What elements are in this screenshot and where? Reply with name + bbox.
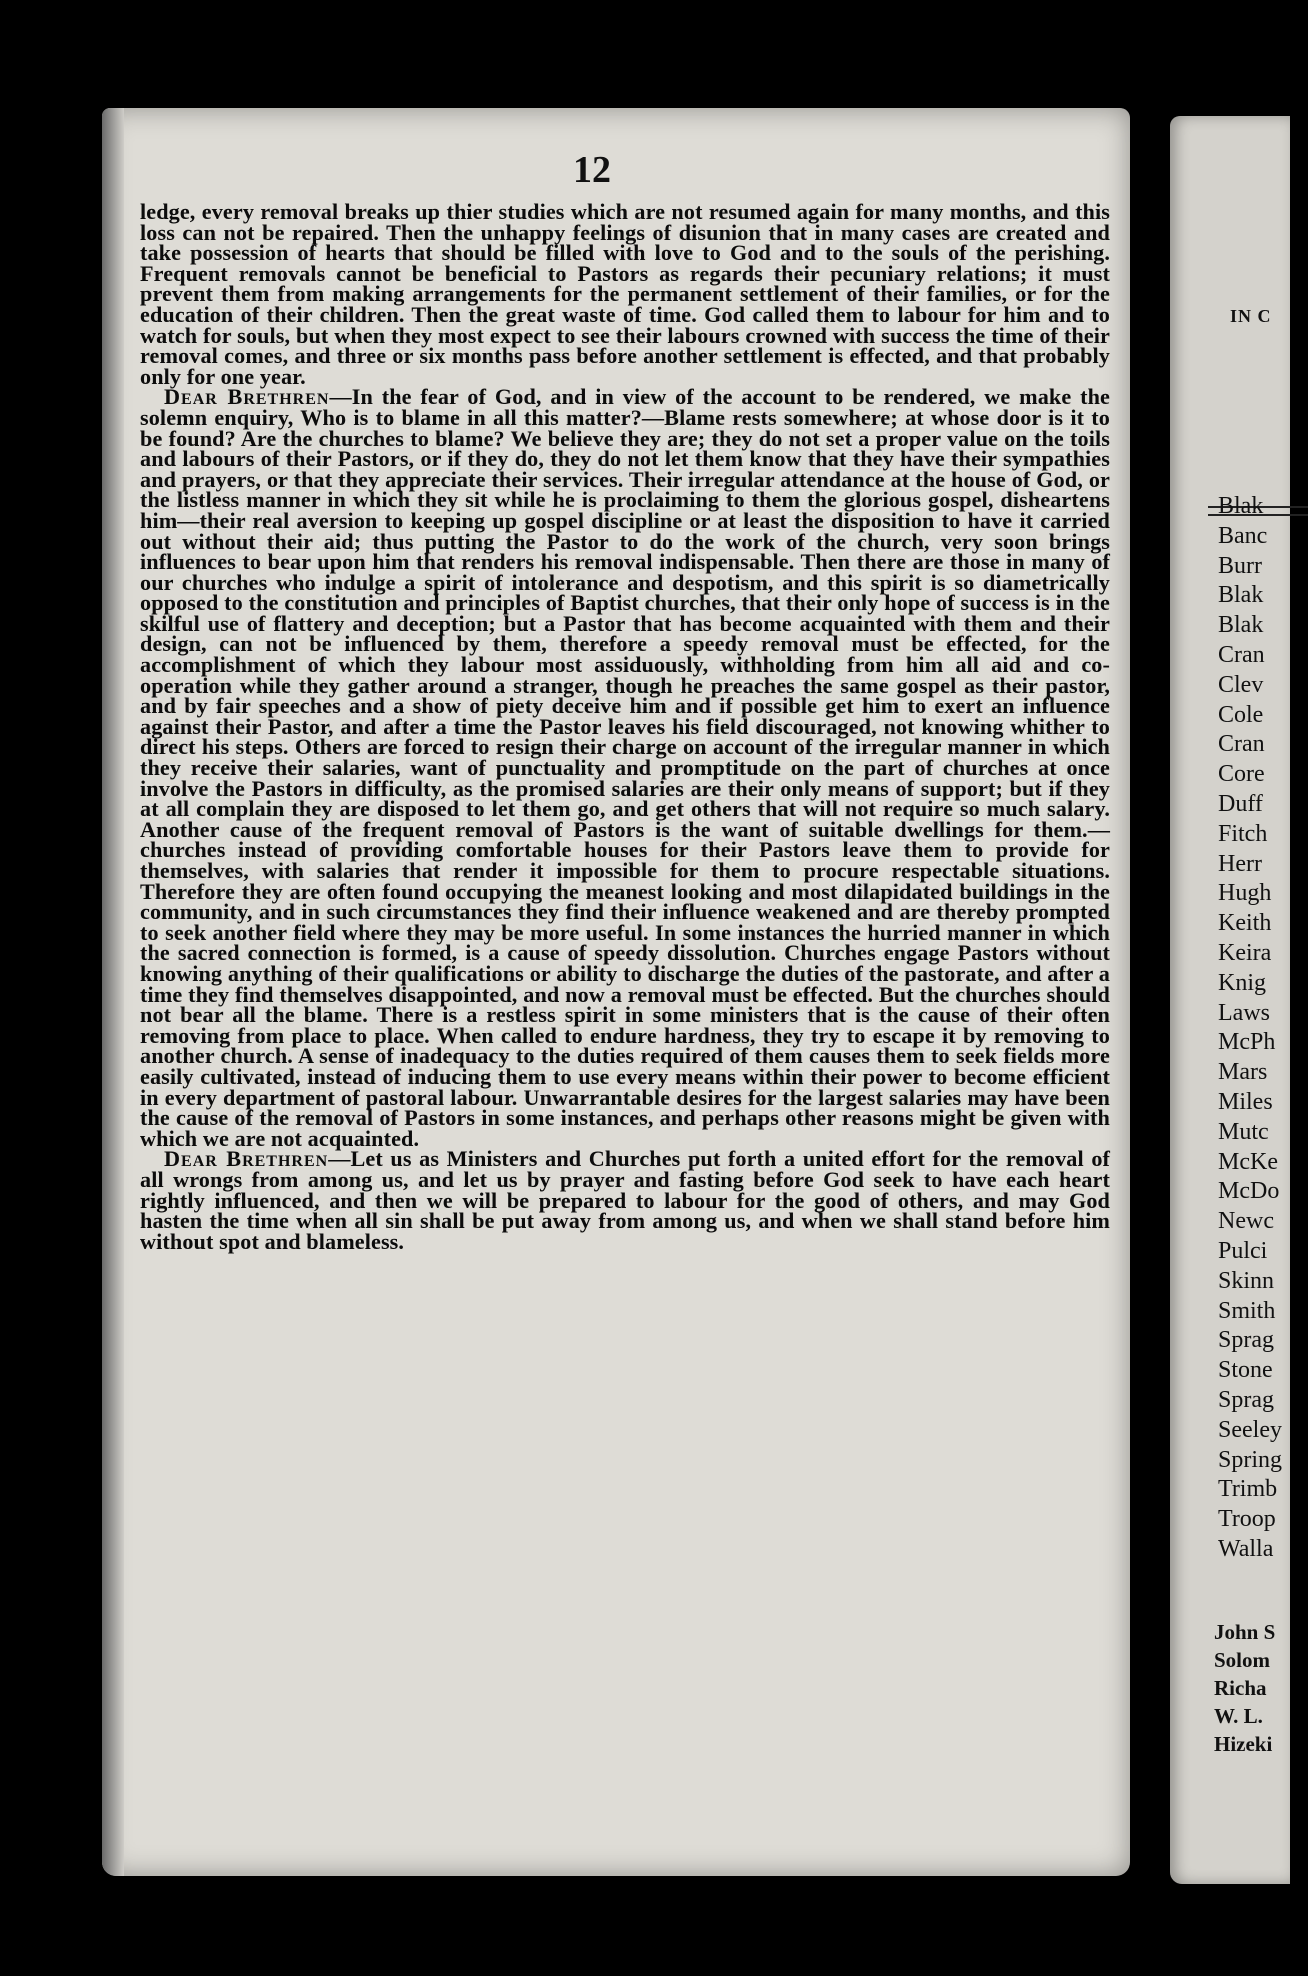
name-list-item: Fitch — [1218, 820, 1268, 847]
paragraph-3 — [140, 1146, 1110, 1254]
name-list-bottom-item: Hizeki — [1214, 1732, 1273, 1756]
name-list-bottom-item: Richa — [1214, 1676, 1267, 1700]
right-page — [1170, 116, 1290, 1884]
name-list-item: Keith — [1218, 910, 1272, 937]
paragraph-2-text: —In the fear of God, and in view of the account to be rendered, we make the solemn enquiry, Who is to blame in all this matter?—Blame rests somewhere; at whose door is it to be found? Are the churches to blame? We believe they are; they do not set a proper value on the toils and labours of their Pastors, or if they do, they do not let them know that they have their sympathies and prayers, or that they appreciate their services. Their irregular attendance at the house of God, or the listless manner in which they sit while he is proclaiming to them the glorious gospel, disheartens him—their real aversion to keeping up gospel discipline or at least the disposition to have it carried out without their aid; thus putting the Pastor to do the work of the church, very soon brings influences to bear upon him that renders his removal indispensable. Then there are those in many of our churches who indulge a spirit of intolerance and despotism, and this spirit is so diametrically opposed to the constitution and principles of Baptist churches, that their only hope of success is in the skilful use of flattery and deception; but a Pastor that has become acquainted with them and their design, can not be influenced by them, therefore a speedy removal must be effected, for the accomplishment of which they labour most assiduously, withholding from him all aid and co-operation while they gather around a stranger, though he preaches the same gospel as their pastor, and by fair speeches and a show of piety deceive him and if possible get him to exert an influence against their Pastor, and after a time the Pastor leaves his field discouraged, not knowing whither to direct his steps. Others are forced to resign their charge on account of the irregular manner in which they receive their salaries, want of punctuality and promptitude on the part of churches at once involve the Pastors in difficulty, as the promised salaries are their only means of support; but if they at all complain they are disposed to let them go, and get others that will not require so much salary. Another cause of the frequent removal of Pastors is the want of suitable dwellings for them.—churches instead of providing comfortable houses for their Pastors leave them to provide for themselves, with salaries that render it impossible for them to procure respectable situations. Therefore they are often found occupying the meanest looking and most dilapidated buildings in the community, and in such circumstances they find their influence weakened and are thereby prompted to seek another field where they may be more useful. In some instances the hurried manner in which the sacred connection is formed, is a cause of speedy dissolution. Churches engage Pastors without knowing anything of their qualifications or ability to discharge the duties of the pastorate, and after a time they find themselves disappointed, and now a removal must be effected. But the churches should not bear all the blame. There is a restless spirit in some ministers that is the cause of their often removing from place to place. When called to endure hardness, they try to escape it by removing to another church. A sense of inadequacy to the duties required of them causes them to seek fields more easily cultivated, instead of inducing them to use every means within their power to become efficient in every department of pastoral labour. Unwarrantable desires for the largest salaries may have been the cause of the removal of Pastors in some instances, and perhaps other reasons might be given with which we are not acquainted. — [140, 384, 1110, 1151]
name-list-item: Blak — [1218, 493, 1264, 519]
paragraph-1-text: ledge, every removal breaks up thier studies which are not resumed again for many months, and this loss can not be repaired. Then the unhappy feelings of disunion that in many cases are created and take possession of hearts that should be filled with love to God and to the souls of the perishing. Frequent removals cannot be beneficial to Pastors as regards their pecuniary relations; it must prevent them from making arrangements for the permanent settlement of their families, or for the education of their children. Then the great waste of time. God called them to labour for him and to watch for souls, but when they most expect to see their labours crowned with success the time of their removal comes, and three or six months pass before another settlement is effected, and that probably only for one year. — [140, 199, 1110, 389]
name-list-item: Smith — [1218, 1297, 1276, 1324]
name-list-bottom-item: Solom — [1214, 1648, 1271, 1672]
name-list-item: Cole — [1218, 701, 1264, 728]
name-list-item: Troop — [1218, 1506, 1276, 1533]
name-list-item: McKe — [1218, 1148, 1278, 1175]
name-list-item: Sprag — [1218, 1327, 1274, 1354]
name-list-item: Hugh — [1218, 880, 1272, 907]
name-list-bottom — [1214, 1618, 1275, 1758]
name-list-item: Cran — [1218, 641, 1265, 668]
book-spine — [102, 108, 124, 1876]
name-list-item: Core — [1218, 761, 1265, 788]
name-list-item: McPh — [1218, 1029, 1276, 1056]
paragraph-3-text: —Let us as Ministers and Churches put forth a united effort for the removal of all wrongs from among us, and let us by prayer and fasting before God seek to have each heart rightly influenced, and then we will be prepared to labour for the good of others, and may God hasten the time when all sin shall be put away from among us, and when we shall stand before him without spot and blameless. — [140, 1146, 1110, 1254]
name-list-item: Blak — [1218, 582, 1264, 609]
name-list-item: Pulci — [1218, 1237, 1268, 1264]
name-list-item: Sprag — [1218, 1386, 1274, 1413]
page-number: 12 — [573, 149, 611, 191]
name-list-item: Spring — [1218, 1446, 1283, 1473]
name-list-item: Walla — [1218, 1535, 1274, 1562]
name-list-item: Trimb — [1218, 1476, 1278, 1503]
name-list-item: Laws — [1218, 999, 1270, 1026]
name-list-item: Clev — [1218, 671, 1264, 698]
name-list-item: Miles — [1218, 1088, 1273, 1115]
name-list-item: Stone — [1218, 1357, 1273, 1384]
left-page — [102, 108, 1130, 1876]
name-list-bottom-item: W. L. — [1214, 1704, 1263, 1728]
paragraph-1 — [140, 199, 1110, 389]
paragraph-2 — [140, 384, 1110, 1151]
name-list-item: Skinn — [1218, 1267, 1275, 1294]
name-list-item: Burr — [1218, 552, 1262, 579]
paragraph-2-lead: Dear Brethren — [164, 384, 330, 410]
name-list — [1218, 492, 1282, 1565]
name-list-item: Seeley — [1218, 1416, 1282, 1443]
name-list-item: Herr — [1218, 850, 1262, 877]
name-list-item: Keira — [1218, 939, 1272, 966]
name-list-item: Mars — [1218, 1059, 1268, 1086]
name-list-item: Newc — [1218, 1208, 1274, 1235]
name-list-item: Blak — [1218, 612, 1264, 639]
body-text — [140, 199, 1110, 1254]
right-page-header: IN C — [1230, 306, 1272, 326]
name-list-item: McDo — [1218, 1178, 1280, 1205]
name-list-item: Cran — [1218, 731, 1265, 758]
name-list-item: Banc — [1218, 522, 1268, 549]
name-list-item: Duff — [1218, 790, 1263, 817]
paragraph-3-lead: Dear Brethren — [164, 1146, 329, 1172]
name-list-item: Knig — [1218, 969, 1266, 996]
name-list-item: Mutc — [1218, 1118, 1269, 1145]
name-list-bottom-item: John S — [1214, 1620, 1276, 1644]
